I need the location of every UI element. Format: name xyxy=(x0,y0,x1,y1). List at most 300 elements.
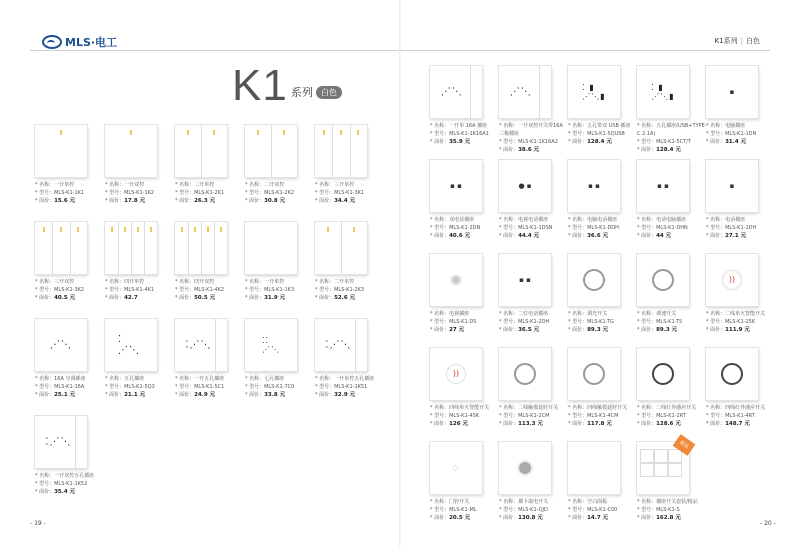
product-name-value: 二开单控 xyxy=(334,279,355,285)
product-card xyxy=(637,439,707,522)
product-model-value: MLS-K1-16A xyxy=(54,384,85,390)
product-model: * 型号：MLS-K1-1K3 xyxy=(245,287,295,293)
product-name: * 名称：插卡取电开关 xyxy=(499,499,549,505)
right-page xyxy=(400,0,800,546)
label-name: 名称： xyxy=(641,499,657,505)
label-model: 型号： xyxy=(572,507,588,513)
product-price: * 面价：126 元 xyxy=(430,421,469,427)
label-model: 型号： xyxy=(39,384,55,390)
product-name-value: 三开单控 xyxy=(334,182,355,188)
product-model-value: MLS-K1-DS xyxy=(449,319,477,325)
product-card xyxy=(245,222,315,302)
product-model: * 型号：MLS-K1-2RT xyxy=(637,413,686,419)
label-model: 型号： xyxy=(249,384,265,390)
brand-logo xyxy=(42,34,117,50)
indicator-led-icon xyxy=(43,227,45,232)
header-rule xyxy=(30,50,400,51)
brand-mark-icon xyxy=(42,35,62,49)
product-name: * 名称：二开单控 xyxy=(175,182,215,188)
product-plate xyxy=(175,319,227,371)
product-name: * 名称：四线触摸延时开关 xyxy=(568,405,628,411)
product-price: * 面价：21.1 元 xyxy=(105,392,146,398)
product-price: * 面价：128.6 元 xyxy=(637,421,681,427)
label-price: 面价： xyxy=(503,327,519,333)
product-price-value: 126 元 xyxy=(449,421,469,427)
product-price: * 面价：24.9 元 xyxy=(175,392,216,398)
label-name: 名称： xyxy=(503,405,519,411)
product-price-value: 128.6 元 xyxy=(656,421,681,427)
product-model-value: MLS-K1-DDH xyxy=(587,225,619,231)
product-model: * 型号：MLS-K1-1K2 xyxy=(105,190,155,196)
product-price-value: 52.6 元 xyxy=(334,295,356,301)
label-price: 面价： xyxy=(109,198,125,204)
product-card xyxy=(245,125,315,205)
product-info xyxy=(499,498,569,522)
product-card xyxy=(568,160,638,240)
label-name: 名称： xyxy=(249,376,265,382)
product-model: * 型号：MLS-K1-1K16A2 xyxy=(499,139,558,145)
product-model: * 型号：MLS-K1-5QUSB xyxy=(568,131,625,137)
label-name: 名称： xyxy=(641,123,657,129)
product-card xyxy=(637,160,707,240)
product-name-value: 一开单 16A 插座 xyxy=(449,123,488,129)
product-plate xyxy=(499,442,551,494)
product-model: * 型号：MLS-K1-2K1 xyxy=(175,190,225,196)
product-plate xyxy=(568,348,620,400)
label-name: 名称： xyxy=(503,123,519,129)
product-name: * 名称：电视插座 xyxy=(430,311,470,317)
product-model-value: MLS-K1-DHN xyxy=(656,225,688,231)
product-price-value: 35.4 元 xyxy=(54,489,76,495)
product-name: * 名称：四开单控 xyxy=(105,279,145,285)
label-price: 面价： xyxy=(572,515,588,521)
product-card xyxy=(706,66,776,146)
label-name: 名称： xyxy=(319,376,335,382)
product-plate xyxy=(315,222,367,274)
product-name-value: 一开双控开关带16A 三极插座 xyxy=(499,123,563,137)
product-plate xyxy=(35,319,87,371)
product-card xyxy=(245,319,315,399)
product-info xyxy=(706,310,776,334)
product-plate xyxy=(568,160,620,212)
product-card xyxy=(568,254,638,334)
label-price: 面价： xyxy=(109,392,125,398)
product-price: * 面价：26.3 元 xyxy=(175,198,216,204)
product-model-value: MLS-K1-1K52 xyxy=(54,481,88,487)
indicator-led-icon xyxy=(283,130,285,135)
touch-ring-icon xyxy=(583,363,605,385)
label-price: 面价： xyxy=(641,233,657,239)
label-name: 名称： xyxy=(179,182,195,188)
product-card xyxy=(430,66,500,146)
product-price-value: 20.5 元 xyxy=(449,515,471,521)
label-model: 型号： xyxy=(641,413,657,419)
label-model: 型号： xyxy=(710,413,726,419)
product-name-value: 五孔插座(USB+TYPE-C 2.1A) xyxy=(637,123,707,137)
product-card xyxy=(315,125,385,205)
key-divider xyxy=(131,222,132,274)
label-name: 名称： xyxy=(109,376,125,382)
product-name: * 名称：电话插座 xyxy=(706,217,746,223)
label-model: 型号： xyxy=(572,319,588,325)
label-name: 名称： xyxy=(39,376,55,382)
product-info xyxy=(430,310,500,334)
label-model: 型号： xyxy=(434,413,450,419)
product-plate xyxy=(35,222,87,274)
product-price-value: 26.3 元 xyxy=(194,198,216,204)
dimmer-knob-icon xyxy=(652,269,674,291)
product-name: * 名称：双电话插座 xyxy=(430,217,475,223)
tv-data-port-icon: ● ▪ xyxy=(518,182,532,190)
label-price: 面价： xyxy=(641,515,657,521)
product-plate xyxy=(105,222,157,274)
product-model-value: MLS-K1-1K1 xyxy=(54,190,85,196)
product-info xyxy=(637,498,707,522)
label-name: 名称： xyxy=(319,182,335,188)
product-info xyxy=(245,181,315,205)
product-price-value: 27 元 xyxy=(449,327,465,333)
label-model: 型号： xyxy=(39,481,55,487)
key-divider xyxy=(201,125,202,177)
label-model: 型号： xyxy=(503,139,519,145)
product-name: * 名称：电脑插座 xyxy=(706,123,746,129)
indicator-led-icon xyxy=(207,227,209,232)
brand-name: MLS·电工 xyxy=(65,36,118,49)
product-card xyxy=(35,319,105,399)
product-model-value: MLS-K1-4CM xyxy=(587,413,619,419)
series-color: 白色 xyxy=(746,37,760,45)
product-card xyxy=(637,254,707,334)
product-info xyxy=(35,375,105,399)
label-price: 面价： xyxy=(572,327,588,333)
product-model: * 型号：MLS-K1-4RT xyxy=(706,413,755,419)
label-model: 型号： xyxy=(710,319,726,325)
product-price: * 面价：17.8 元 xyxy=(105,198,146,204)
product-card xyxy=(499,348,569,428)
product-info xyxy=(35,278,105,302)
product-info xyxy=(568,122,638,146)
product-plate xyxy=(706,160,758,212)
product-price: * 面价：33.8 元 xyxy=(245,392,286,398)
product-info xyxy=(430,498,500,522)
three-pin-socket-icon: ⋰⋱ xyxy=(509,86,532,98)
label-model: 型号： xyxy=(641,319,657,325)
product-model: * 型号：MLS-K1-2K2 xyxy=(245,190,295,196)
product-model: * 型号：MLS-K1-S xyxy=(637,507,680,513)
label-price: 面价： xyxy=(710,327,726,333)
product-plate xyxy=(105,319,157,371)
product-price: * 面价：128.4 元 xyxy=(637,147,681,153)
product-info xyxy=(315,181,385,205)
product-price-value: 15.6 元 xyxy=(54,198,76,204)
product-price: * 面价：27.1 元 xyxy=(706,233,747,239)
product-card xyxy=(637,66,707,154)
product-model: * 型号：MLS-K1-5CT/T xyxy=(637,139,691,145)
product-name-value: 电话电脑插座 xyxy=(656,217,687,223)
product-info xyxy=(430,404,500,428)
product-card xyxy=(175,319,245,399)
key-divider xyxy=(201,222,202,274)
label-model: 型号： xyxy=(572,413,588,419)
product-model: * 型号：MLS-K1-4K2 xyxy=(175,287,225,293)
product-price-value: 27.1 元 xyxy=(725,233,747,239)
product-price: * 面价：89.3 元 xyxy=(637,327,678,333)
product-model-value: MLS-K1-5C1 xyxy=(194,384,225,390)
indicator-led-icon xyxy=(111,227,113,232)
sensor-ring-icon xyxy=(652,363,674,385)
product-name-value: 电视电话插座 xyxy=(518,217,549,223)
product-model: * 型号：MLS-K1-1K52 xyxy=(35,481,88,487)
label-price: 面价： xyxy=(710,139,726,145)
product-price: * 面价：31.9 元 xyxy=(245,295,286,301)
product-plate xyxy=(430,160,482,212)
product-name: * 名称：二位电话插座 xyxy=(499,311,549,317)
label-name: 名称： xyxy=(434,311,450,317)
product-model: * 型号：MLS-K1-3K2 xyxy=(35,287,85,293)
label-model: 型号： xyxy=(572,131,588,137)
product-card xyxy=(430,160,500,240)
product-model: * 型号：MLS-K1-7C0 xyxy=(245,384,295,390)
product-name-value: 四线触摸延时开关 xyxy=(587,405,628,411)
dual-port-icon: ▪ ▪ xyxy=(588,182,600,190)
product-price: * 面价：44.4 元 xyxy=(499,233,540,239)
product-model: * 型号：MLS-K1-DS xyxy=(430,319,477,325)
product-price: * 面价：128.4 元 xyxy=(568,139,612,145)
product-price: * 面价：27 元 xyxy=(430,327,465,333)
product-card xyxy=(706,348,776,428)
wifi-icon: )) xyxy=(723,271,741,289)
product-card xyxy=(175,125,245,205)
product-info xyxy=(35,181,105,205)
product-card xyxy=(430,442,500,522)
label-price: 面价： xyxy=(179,198,195,204)
product-model-value: MLS-K1-7C0 xyxy=(264,384,295,390)
product-name-value: 四开单控 xyxy=(124,279,145,285)
product-card xyxy=(35,125,105,205)
key-divider xyxy=(52,222,53,274)
product-price-value: 162.8 元 xyxy=(656,515,681,521)
product-plate xyxy=(315,319,367,371)
label-price: 面价： xyxy=(434,139,450,145)
label-name: 名称： xyxy=(319,279,335,285)
product-price: * 面价：162.8 元 xyxy=(637,515,681,521)
product-name: * 名称：二线红外感应开关 xyxy=(637,405,697,411)
label-name: 名称： xyxy=(434,123,450,129)
product-price-value: 89.3 元 xyxy=(656,327,678,333)
product-price: * 面价：50.5 元 xyxy=(175,295,216,301)
product-name-value: 四开双控 xyxy=(194,279,215,285)
product-price: * 面价：15.6 元 xyxy=(35,198,76,204)
product-card xyxy=(35,222,105,302)
label-model: 型号： xyxy=(249,287,265,293)
product-price: * 面价：130.8 元 xyxy=(499,515,543,521)
product-model: * 型号：MLS-K1-ML xyxy=(430,507,477,513)
label-model: 型号： xyxy=(179,384,195,390)
product-price: * 面价：113.3 元 xyxy=(499,421,543,427)
product-model: * 型号：MLS-K1-QJD xyxy=(499,507,548,513)
label-price: 面价： xyxy=(572,139,588,145)
product-price: * 面价：117.8 元 xyxy=(568,421,612,427)
label-name: 名称： xyxy=(434,499,450,505)
touch-ring-icon xyxy=(514,363,536,385)
product-name: * 名称：四线红外感应开关 xyxy=(706,405,766,411)
product-price: * 面价：40.6 元 xyxy=(430,233,471,239)
product-name-value: 二开双控 xyxy=(264,182,285,188)
label-name: 名称： xyxy=(710,123,726,129)
product-price: * 面价：14.7 元 xyxy=(568,515,609,521)
product-name-value: 一开双控五孔插座 xyxy=(54,473,95,479)
product-info xyxy=(35,472,105,496)
product-card xyxy=(430,348,500,428)
product-model-value: MLS-K1-2K1 xyxy=(194,190,225,196)
product-model-value: MLS-K1-4SK xyxy=(449,413,480,419)
label-price: 面价： xyxy=(710,421,726,427)
product-plate xyxy=(430,442,482,494)
label-model: 型号： xyxy=(572,225,588,231)
product-name-value: 五孔带双 USB 插座 xyxy=(587,123,631,129)
indicator-led-icon xyxy=(327,227,329,232)
product-card xyxy=(105,319,175,399)
product-price: * 面价：20.5 元 xyxy=(430,515,471,521)
product-price: * 面价：44 元 xyxy=(637,233,672,239)
key-divider xyxy=(75,416,76,468)
product-info xyxy=(637,310,707,334)
product-plate xyxy=(35,416,87,468)
label-model: 型号： xyxy=(109,384,125,390)
product-model-value: MLS-K1-2K2 xyxy=(264,190,295,196)
product-info xyxy=(430,122,500,146)
indicator-led-icon xyxy=(60,130,62,135)
product-info xyxy=(637,122,707,154)
indicator-led-icon xyxy=(187,130,189,135)
product-name: * 名称：调光开关 xyxy=(568,311,608,317)
label-model: 型号： xyxy=(109,190,125,196)
label-price: 面价： xyxy=(641,421,657,427)
product-name-value: 四线单火智能开关 xyxy=(449,405,490,411)
product-card xyxy=(568,442,638,522)
product-name: * 名称：二线单火智能开关 xyxy=(706,311,766,317)
product-info xyxy=(105,278,175,302)
page-number-left: - 19 - xyxy=(30,520,46,527)
indicator-led-icon xyxy=(130,130,132,135)
five-pin-socket-icon: ⁚⋰⋱ xyxy=(185,339,212,351)
label-name: 名称： xyxy=(572,123,588,129)
product-name: * 名称：门铃开关 xyxy=(430,499,470,505)
product-info xyxy=(245,278,315,302)
label-name: 名称： xyxy=(249,182,265,188)
product-plate xyxy=(568,66,620,118)
product-price-value: 36.6 元 xyxy=(587,233,609,239)
label-model: 型号： xyxy=(710,225,726,231)
product-price: * 面价：32.9 元 xyxy=(315,392,356,398)
product-name-value: 四线红外感应开关 xyxy=(725,405,766,411)
product-model: * 型号：MLS-K1-4CM xyxy=(568,413,619,419)
label-name: 名称： xyxy=(109,182,125,188)
product-name-value: 插卡取电开关 xyxy=(518,499,549,505)
product-info xyxy=(499,122,569,154)
product-price-value: 44 元 xyxy=(656,233,672,239)
product-name-value: 电话插座 xyxy=(725,217,746,223)
label-price: 面价： xyxy=(319,198,335,204)
five-pin-socket-icon: ⁚⋰⋱ xyxy=(118,334,140,356)
product-info xyxy=(568,498,638,522)
product-price-value: 130.8 元 xyxy=(518,515,543,521)
product-model-value: MLS-K1-2RT xyxy=(656,413,686,419)
product-price-value: 32.9 元 xyxy=(334,392,356,398)
product-name-value: 二线单火智能开关 xyxy=(725,311,766,317)
product-plate xyxy=(430,66,482,118)
product-plate xyxy=(706,66,758,118)
product-price-value: 35.9 元 xyxy=(449,139,471,145)
product-price-value: 17.8 元 xyxy=(124,198,146,204)
product-name: * 名称：三开双控 xyxy=(35,279,75,285)
product-plate xyxy=(706,348,758,400)
product-name: * 名称：五孔带双 USB 插座 xyxy=(568,123,631,129)
product-name-value: 调光开关 xyxy=(587,311,608,317)
product-name-value: 空白面板 xyxy=(587,499,608,505)
label-price: 面价： xyxy=(319,295,335,301)
label-name: 名称： xyxy=(503,217,519,223)
product-name: * 名称：插座开关套装/精品 xyxy=(637,499,698,505)
label-model: 型号： xyxy=(710,131,726,137)
product-card xyxy=(35,416,105,496)
product-model-value: MLS-K1-1DSN xyxy=(518,225,553,231)
product-name: * 名称：电脑电话插座 xyxy=(568,217,618,223)
product-model-value: MLS-K1-1DH xyxy=(725,225,757,231)
product-name-value: 二线触摸延时开关 xyxy=(518,405,559,411)
product-price-value: 30.8 元 xyxy=(264,198,286,204)
product-info xyxy=(568,216,638,240)
product-model: * 型号：MLS-K1-2DH xyxy=(499,319,550,325)
product-price: * 面价：36.6 元 xyxy=(568,233,609,239)
product-price-value: 128.4 元 xyxy=(656,147,681,153)
key-divider xyxy=(271,125,272,177)
product-model-value: MLS-K1-1K3 xyxy=(264,287,295,293)
product-model: * 型号：MLS-K1-5C1 xyxy=(175,384,225,390)
product-model-value: MLS-K1-3K2 xyxy=(54,287,85,293)
key-divider xyxy=(188,222,189,274)
indicator-led-icon xyxy=(323,130,325,135)
sensor-ring-icon xyxy=(721,363,743,385)
label-name: 名称： xyxy=(710,311,726,317)
product-info xyxy=(105,375,175,399)
indicator-led-icon xyxy=(220,227,222,232)
product-model: * 型号：MLS-K1-TS xyxy=(637,319,683,325)
product-card xyxy=(706,254,776,334)
product-card xyxy=(105,222,175,302)
key-divider xyxy=(470,66,471,118)
product-card xyxy=(499,160,569,240)
label-model: 型号： xyxy=(319,190,335,196)
label-name: 名称： xyxy=(39,182,55,188)
product-card xyxy=(315,319,385,399)
label-price: 面价： xyxy=(39,392,55,398)
label-price: 面价： xyxy=(434,327,450,333)
label-model: 型号： xyxy=(249,190,265,196)
product-price-value: 31.4 元 xyxy=(725,139,747,145)
five-pin-socket-icon: ⁚⋰⋱ xyxy=(325,339,352,351)
label-model: 型号： xyxy=(641,225,657,231)
product-plate xyxy=(105,125,157,177)
label-price: 面价： xyxy=(503,233,519,239)
product-name-value: 七孔插座 xyxy=(264,376,285,382)
series-word: 系列 xyxy=(290,86,313,99)
data-port-icon: ▪ xyxy=(729,88,735,96)
label-model: 型号： xyxy=(503,319,519,325)
product-name: * 名称：三开单控 xyxy=(315,182,355,188)
product-model: * 型号：MLS-K1-3K1 xyxy=(315,190,365,196)
label-price: 面价： xyxy=(249,295,265,301)
